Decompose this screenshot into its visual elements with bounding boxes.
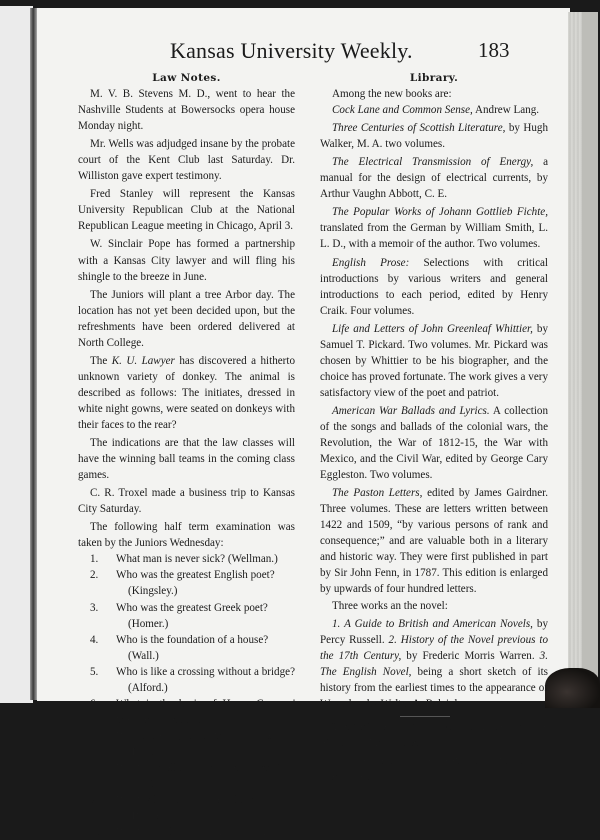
advertisement: The best place to buy shoes is at The Cash Shoe Store. 823 Mass. street. <box>320 720 548 749</box>
exam-question <box>78 567 295 599</box>
book-description: A collection of the songs and ballads of the colonial wars, the Revolution, the War of 1812-15, the War with Mexico, and the Civil War, edited by George Cary Eggleston. Two volumes. <box>320 404 548 482</box>
question-number: 2. <box>90 569 99 582</box>
question-body <box>116 792 295 824</box>
question-number: 7. <box>90 729 99 742</box>
book-description: Selections with critical introductions by various writers and general introductions to each period, edited by Henry Craik. Four volumes. <box>320 256 549 317</box>
question-body <box>116 551 295 567</box>
book-title: The Electrical Transmission of Energy, <box>332 156 534 169</box>
question-text: What will fire do to the little baby? <box>116 794 273 807</box>
book-entry <box>320 403 548 483</box>
law-notes-column <box>78 70 295 840</box>
page-stack-edge <box>568 12 598 702</box>
question-answer: (Alford.) <box>128 681 168 694</box>
book-title: 1. A Guide to British and American Novels, <box>332 617 533 630</box>
question-answer: (Pope.) <box>128 745 161 758</box>
question-body <box>116 600 295 632</box>
question-answer: (Burney.) <box>128 810 171 823</box>
question-number: 10. <box>90 826 104 839</box>
exam-question <box>78 696 295 728</box>
question-text: Who was the greatest English poet? <box>116 569 275 582</box>
book-entry <box>320 485 548 597</box>
novels-paragraph <box>320 616 548 712</box>
question-body <box>116 567 295 599</box>
question-answer: (Homer.) <box>128 617 169 630</box>
question-body <box>116 696 295 728</box>
text-run: by Percy Russell. <box>320 617 548 646</box>
question-answer: (Wall.) <box>128 649 159 662</box>
library-intro: Among the new books are: <box>332 88 452 101</box>
book-title: 2. History of the Novel previous to the 17th Century, <box>320 633 549 662</box>
running-header <box>0 38 600 68</box>
exam-question <box>78 824 295 840</box>
question-number: 6. <box>90 697 99 710</box>
book-description: edited by James Gairdner. Three volumes. These are letters written between 1422 and 1509, “by various persons of rank and consequence;” and are valuable both in a literary and historic way. They were first published in part by Sir John Fenn, in 1787. This edition is enlarged by upwards of four hundred letters. <box>320 487 548 596</box>
question-text: What is the basis of Henry Georges' theories? <box>116 697 295 726</box>
novels-intro: Three works an the novel: <box>332 599 448 612</box>
book-entry <box>320 204 548 252</box>
book-entry <box>320 102 548 118</box>
question-text: What is smaller than a slice of bread? <box>116 761 283 774</box>
question-body <box>116 632 295 664</box>
law-note-paragraph: The following half term examination was taken by the Juniors Wednesday: <box>78 521 295 550</box>
question-answer: (Freeland.) <box>158 713 208 726</box>
question-number: 9. <box>90 794 99 807</box>
law-note-paragraph: M. V. B. Stevens M. D., went to hear the Nashville Students at Bowersocks opera house Monday night. <box>78 88 295 133</box>
book-entry <box>320 321 548 401</box>
question-text: What man is never sick? <box>116 553 226 566</box>
book-description: by Samuel T. Pickard. Two volumes. Mr. Pickard was chosen by Whittier to be his biographer, and the choice has proved fortunate. The work gives a very satisfactory view of the poet and patriot. <box>320 322 548 399</box>
law-note-paragraph: The Juniors will plant a tree Arbor day. The location has not yet been decided upon, but the refreshments have been ordered delivered at North College. <box>78 288 295 349</box>
question-body <box>116 664 295 696</box>
book-title: The Popular Works of Johann Gottlieb Fichte, <box>332 206 548 219</box>
exam-question <box>78 600 295 632</box>
question-answer: (Kingsley.) <box>128 585 178 598</box>
exam-question-list <box>78 551 295 840</box>
law-note-paragraph: C. R. Troxel made a business trip to Kansas City Saturday. <box>78 487 295 516</box>
question-text: Who is the highest Catholic official? <box>116 729 279 742</box>
book-entry <box>320 154 548 202</box>
book-title: Life and Letters of John Greenleaf Whittier, <box>332 322 533 335</box>
question-number: 4. <box>90 633 99 646</box>
law-note-paragraph: Mr. Wells was adjudged insane by the probate court of the Kent Club last Saturday. Dr. Williston gave expert testimony. <box>78 138 295 183</box>
exam-question <box>78 728 295 760</box>
book-description: a manual for the design of electrical currents, by Arthur Vaughn Abbott, C. E. <box>320 156 548 201</box>
question-answer: (A. Crum.) <box>128 778 177 791</box>
advertisement: J. Lucas repairs shoes neatly. 900 Warren and Mass. street. <box>320 754 548 783</box>
book-description: by Hugh Walker, M. A. two volumes. <box>320 122 548 151</box>
book-title: 3. The English Novel, <box>320 649 548 678</box>
question-answer: (Wellman.) <box>227 553 278 566</box>
question-number: 8. <box>90 761 99 774</box>
question-text: Who is the foundation of a house? <box>116 633 269 646</box>
book-description: Andrew Lang. <box>472 104 540 117</box>
question-body <box>116 728 295 760</box>
question-text: Who was the greatest Greek poet? <box>116 601 268 614</box>
scanner-thumb <box>545 668 600 708</box>
question-number: 3. <box>90 601 99 614</box>
book-entry <box>320 255 548 319</box>
exam-question <box>78 551 295 567</box>
separator-rule <box>400 716 450 717</box>
page-number: 183 <box>478 38 510 62</box>
question-body <box>116 760 295 792</box>
question-text: Who is like a crossing without a bridge? <box>116 665 296 678</box>
book-title: Cock Lane and Common Sense, <box>332 104 473 117</box>
text-run: by Frederic Morris Warren. <box>401 649 540 662</box>
exam-question <box>78 760 295 792</box>
book-title: The Paston Letters, <box>332 487 423 500</box>
book-title: American War Ballads and Lyrics. <box>332 404 490 417</box>
journal-title: Kansas University Weekly. <box>170 38 413 63</box>
question-number: 1. <box>90 553 99 566</box>
facing-page-edge <box>0 6 33 703</box>
book-title: English Prose: <box>332 256 410 269</box>
law-notes-heading: Law Notes. <box>152 72 221 84</box>
library-column <box>320 70 548 785</box>
law-note-paragraph <box>78 353 295 433</box>
text-run: The <box>90 354 112 367</box>
exam-question <box>78 792 295 824</box>
question-text: What is a full grown pig? <box>116 826 230 839</box>
book-description: translated from the German by William Smith, L. L. D., with a memoir of the author. Two volumes. <box>320 222 548 251</box>
text-run: being a short sketch of its history from the earliest times to the appearance of Waverley, by Walter A. Raleigh. <box>320 665 548 710</box>
text-run: has discovered a hitherto unknown variety of donkey. The animal is described as follows: The initiates, dressed in white night gowns, were seated on donkeys with their faces to the rear? <box>78 354 295 431</box>
book-title: Three Centuries of Scottish Literature, <box>332 122 506 135</box>
law-note-paragraph: Fred Stanley will represent the Kansas University Republican Club at the National Republican League meeting in Chicago, April 3. <box>78 188 295 233</box>
book-entry <box>320 120 548 152</box>
exam-question <box>78 664 295 696</box>
exam-question <box>78 632 295 664</box>
law-note-paragraph: W. Sinclair Pope has formed a partnership with a Kansas City lawyer and will fling his shingle to the breeze in June. <box>78 238 295 283</box>
question-number: 5. <box>90 665 99 678</box>
library-heading: Library. <box>409 72 459 84</box>
question-answer: (A. Hogg.) <box>231 826 281 839</box>
law-note-paragraph: The indications are that the law classes will have the winning ball teams in the coming class games. <box>78 437 295 482</box>
publication-title: K. U. Lawyer <box>111 354 175 367</box>
book-list <box>320 102 548 597</box>
question-body <box>116 824 295 840</box>
